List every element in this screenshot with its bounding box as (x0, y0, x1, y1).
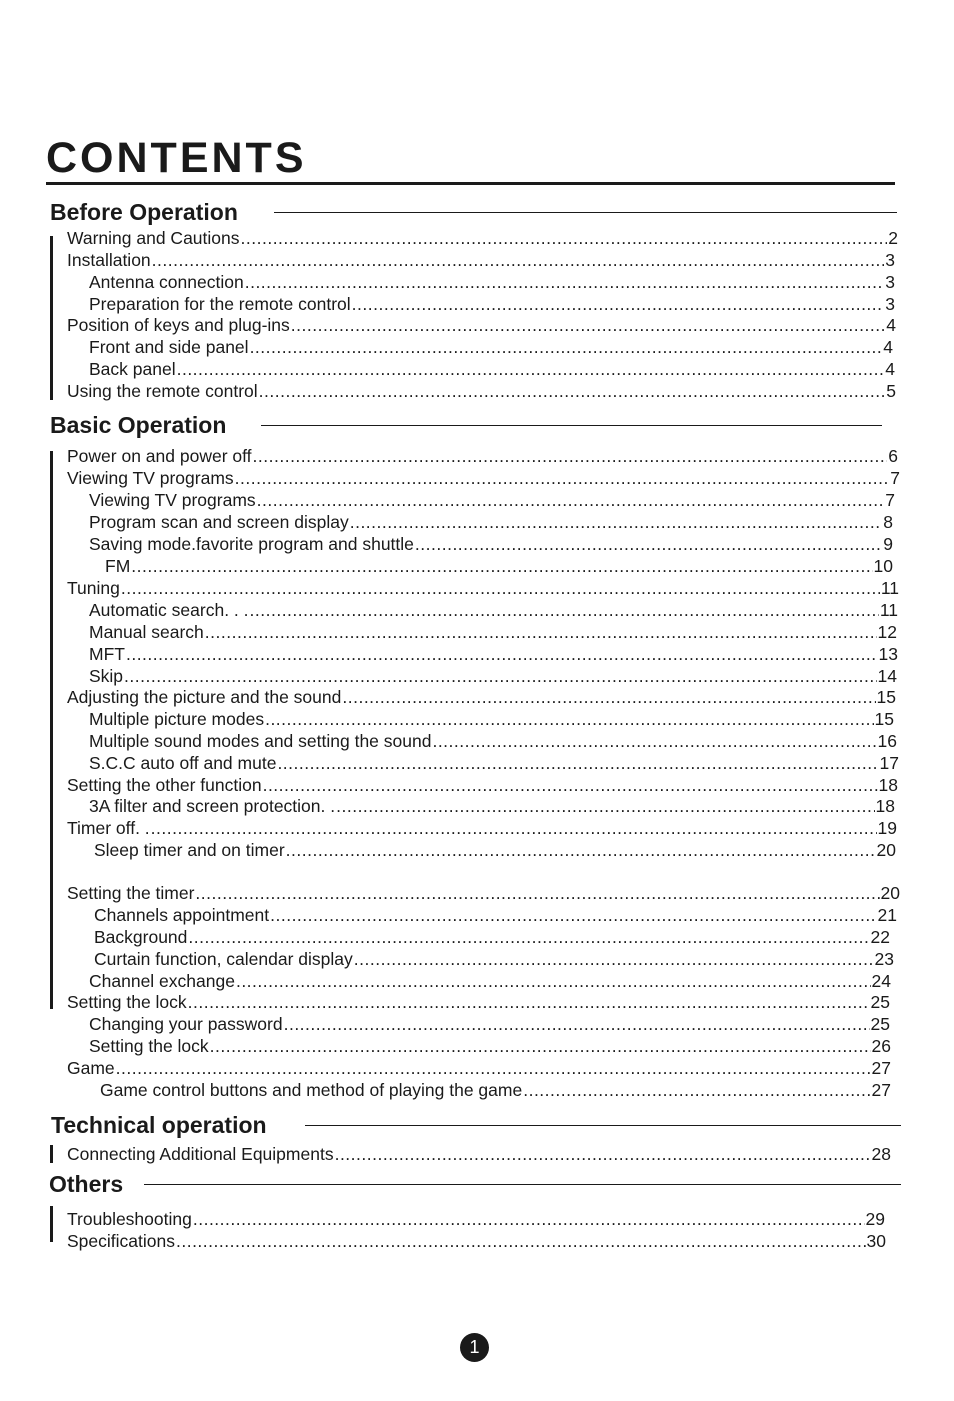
dot-leader (263, 774, 878, 796)
dot-leader (205, 621, 877, 643)
toc-entry-label: 3A filter and screen protection. . (89, 796, 336, 816)
section-heading: Technical operation (51, 1112, 267, 1138)
toc-entry-page: 2 (888, 228, 898, 248)
toc-entry[interactable] (89, 1035, 891, 1057)
toc-entry-page: 20 (876, 840, 896, 860)
toc-entry-label: Front and side panel (89, 337, 249, 357)
dot-leader (253, 445, 888, 467)
toc-entry[interactable] (94, 948, 894, 970)
toc-entry-page: 18 (875, 796, 895, 816)
toc-entry-page: 19 (877, 818, 897, 838)
section-bar (50, 1145, 53, 1163)
dot-leader (354, 948, 874, 970)
section-basic-operation (0, 411, 954, 1111)
toc-entry[interactable] (67, 991, 890, 1013)
dot-leader (342, 686, 875, 708)
toc-entry-label: MFT (89, 644, 125, 664)
toc-entry-label: Program scan and screen display (89, 512, 349, 532)
toc-entry-page: 15 (874, 709, 894, 729)
dot-leader (432, 730, 876, 752)
toc-entry[interactable] (89, 795, 895, 817)
dot-leader (250, 599, 879, 621)
dot-leader (210, 1035, 871, 1057)
toc-entry[interactable] (89, 970, 891, 992)
dot-leader (265, 708, 873, 730)
toc-entry[interactable] (67, 882, 900, 904)
dot-leader (350, 511, 883, 533)
toc-entry[interactable] (94, 839, 896, 861)
toc-entry-page: 3 (885, 272, 895, 292)
toc-entry[interactable] (89, 665, 897, 687)
dot-leader (284, 1013, 870, 1035)
dot-leader (116, 1057, 871, 1079)
toc-entry-label: Troubleshooting (67, 1209, 192, 1229)
toc-entry-label: Specifications (67, 1231, 175, 1251)
toc-entry-label: Channels appointment (94, 905, 270, 925)
toc-entry[interactable] (89, 489, 895, 511)
dot-leader (131, 555, 872, 577)
dot-leader (241, 227, 888, 249)
toc-entry-page: 12 (877, 622, 897, 642)
toc-entry-label: Viewing TV programs (67, 468, 234, 488)
toc-entry-page: 24 (871, 971, 891, 991)
toc-entry-page: 25 (870, 992, 890, 1012)
toc-entry-page: 28 (871, 1144, 891, 1164)
toc-entry-page: 14 (877, 666, 897, 686)
section-rule (274, 212, 897, 213)
dot-leader (352, 293, 885, 315)
dot-leader (152, 249, 885, 271)
toc-entry-page: 7 (885, 490, 895, 510)
toc-entry-label: Sleep timer and on timer (94, 840, 285, 860)
dot-leader (176, 1230, 866, 1252)
toc-entry[interactable] (67, 1057, 891, 1079)
toc-entry-label: Preparation for the remote control (89, 294, 351, 314)
toc-entry[interactable] (89, 621, 897, 643)
toc-entry-page: 17 (879, 753, 899, 773)
toc-entry-label: Setting the timer (67, 883, 195, 903)
toc-entry-page: 6 (888, 446, 898, 466)
title-underline (46, 182, 895, 185)
toc-entry-label: Automatic search. . . (89, 600, 249, 620)
toc-entry[interactable] (89, 708, 894, 730)
dot-leader (523, 1079, 870, 1101)
toc-entry-label: Antenna connection (89, 272, 244, 292)
toc-entry-label: Using the remote control (67, 381, 258, 401)
toc-entry-page: 15 (876, 687, 896, 707)
toc-entry[interactable] (67, 249, 895, 271)
toc-entry-page: 22 (870, 927, 890, 947)
toc-entry-label: Timer off. . (67, 818, 150, 838)
toc-entry-label: Background (94, 927, 188, 947)
dot-leader (195, 882, 879, 904)
toc-entry-label: Position of keys and plug-ins (67, 315, 290, 335)
toc-entry-page: 4 (885, 359, 895, 379)
dot-leader (250, 336, 883, 358)
dot-leader (257, 489, 885, 511)
toc-entry-label: Back panel (89, 359, 176, 379)
toc-entry-page: 26 (871, 1036, 891, 1056)
dot-leader (124, 665, 876, 687)
dot-leader (270, 904, 876, 926)
dot-leader (126, 643, 878, 665)
toc-entry-label: Tuning (67, 578, 120, 598)
dot-leader (235, 467, 890, 489)
toc-entry[interactable] (89, 358, 895, 380)
page-number-badge: 1 (460, 1333, 489, 1362)
toc-entry[interactable] (67, 1230, 886, 1252)
section-bar (50, 1206, 53, 1242)
section-heading: Before Operation (50, 199, 238, 225)
toc-entry-page: 7 (890, 468, 900, 488)
page-title: CONTENTS (46, 134, 307, 182)
toc-entry-page: 23 (874, 949, 894, 969)
toc-entry-page: 16 (877, 731, 897, 751)
toc-entry[interactable] (67, 467, 900, 489)
toc-entry[interactable] (89, 293, 895, 315)
toc-entry-label: Changing your password (89, 1014, 283, 1034)
toc-entry-label: Game (67, 1058, 115, 1078)
section-technical-operation (0, 1111, 954, 1171)
toc-entry-label: Channel exchange (89, 971, 235, 991)
toc-entry[interactable] (89, 599, 898, 621)
toc-entry[interactable] (89, 271, 895, 293)
toc-entry[interactable] (67, 686, 896, 708)
toc-entry-label: Game control buttons and method of playing the game (100, 1080, 523, 1100)
dot-leader (188, 926, 869, 948)
toc-entry-page: 30 (866, 1231, 886, 1251)
toc-entry[interactable] (89, 643, 898, 665)
toc-entry-label: Adjusting the picture and the sound (67, 687, 342, 707)
toc-entry-label: FM (105, 556, 131, 576)
toc-entry[interactable] (67, 380, 896, 402)
dot-leader (277, 752, 878, 774)
toc-entry-page: 20 (880, 883, 900, 903)
section-heading: Others (49, 1171, 124, 1197)
toc-entry-label: Multiple picture modes (89, 709, 265, 729)
toc-entry-label: Manual search (89, 622, 204, 642)
dot-leader (245, 271, 885, 293)
toc-entry-label: Setting the lock (67, 992, 187, 1012)
section-rule (261, 425, 882, 426)
toc-entry[interactable] (67, 774, 898, 796)
toc-entry-page: 3 (885, 250, 895, 270)
section-before-operation (0, 198, 954, 408)
toc-entry-label: Multiple sound modes and setting the sound (89, 731, 432, 751)
toc-entry[interactable] (67, 314, 896, 336)
toc-entry-page: 4 (886, 315, 896, 335)
toc-entry[interactable] (89, 752, 899, 774)
toc-entry-page: 18 (878, 775, 898, 795)
toc-entry-label: Skip (89, 666, 124, 686)
toc-entry[interactable] (67, 817, 897, 839)
toc-entry-page: 8 (883, 512, 893, 532)
dot-leader (236, 970, 871, 992)
toc-entry-label: Installation (67, 250, 151, 270)
toc-entry-page: 25 (870, 1014, 890, 1034)
toc-entry[interactable] (105, 555, 893, 577)
dot-leader (335, 1143, 871, 1165)
toc-entry-page: 11 (880, 578, 899, 598)
toc-entry-label: Power on and power off (67, 446, 252, 466)
dot-leader (291, 314, 885, 336)
toc-entry-label: Saving mode.favorite program and shuttle (89, 534, 414, 554)
toc-entry-label: S.C.C auto off and mute (89, 753, 277, 773)
toc-entry[interactable] (67, 577, 899, 599)
toc-entry-label: Connecting Additional Equipments (67, 1144, 334, 1164)
dot-leader (188, 991, 870, 1013)
section-heading: Basic Operation (50, 412, 227, 438)
toc-entry-page: 9 (883, 534, 893, 554)
toc-entry[interactable] (67, 1143, 891, 1165)
dot-leader (177, 358, 885, 380)
toc-entry-page: 3 (885, 294, 895, 314)
dot-leader (336, 795, 874, 817)
toc-entry-page: 27 (871, 1080, 891, 1100)
toc-entry[interactable] (89, 730, 897, 752)
toc-entry-label: Warning and Cautions (67, 228, 240, 248)
toc-entry-label: Setting the other function (67, 775, 262, 795)
toc-entry[interactable] (89, 1013, 890, 1035)
toc-entry[interactable] (89, 533, 893, 555)
toc-entry-page: 11 (879, 600, 898, 620)
toc-entry[interactable] (94, 926, 890, 948)
dot-leader (259, 380, 886, 402)
toc-entry[interactable] (67, 227, 898, 249)
toc-entry-page: 5 (886, 381, 896, 401)
section-others (0, 1170, 954, 1260)
section-bar (50, 236, 53, 400)
section-rule (305, 1125, 901, 1126)
dot-leader (151, 817, 877, 839)
toc-entry[interactable] (89, 511, 893, 533)
dot-leader (286, 839, 876, 861)
toc-entry-page: 10 (873, 556, 893, 576)
section-rule (144, 1184, 901, 1185)
toc-entry[interactable] (89, 336, 893, 358)
toc-entry-page: 13 (878, 644, 898, 664)
toc-entry-label: Curtain function, calendar display (94, 949, 353, 969)
toc-entry-label: Viewing TV programs (89, 490, 256, 510)
toc-entry[interactable] (67, 1208, 885, 1230)
toc-entry-page: 21 (877, 905, 897, 925)
toc-entry-label: Setting the lock (89, 1036, 209, 1056)
dot-leader (193, 1208, 865, 1230)
dot-leader (415, 533, 882, 555)
dot-leader (121, 577, 880, 599)
toc-entry[interactable] (67, 445, 898, 467)
toc-entry[interactable] (94, 904, 897, 926)
toc-entry-page: 4 (883, 337, 893, 357)
toc-entry-page: 29 (865, 1209, 885, 1229)
toc-entry-page: 27 (871, 1058, 891, 1078)
section-bar (50, 451, 53, 1009)
toc-entry[interactable] (100, 1079, 891, 1101)
